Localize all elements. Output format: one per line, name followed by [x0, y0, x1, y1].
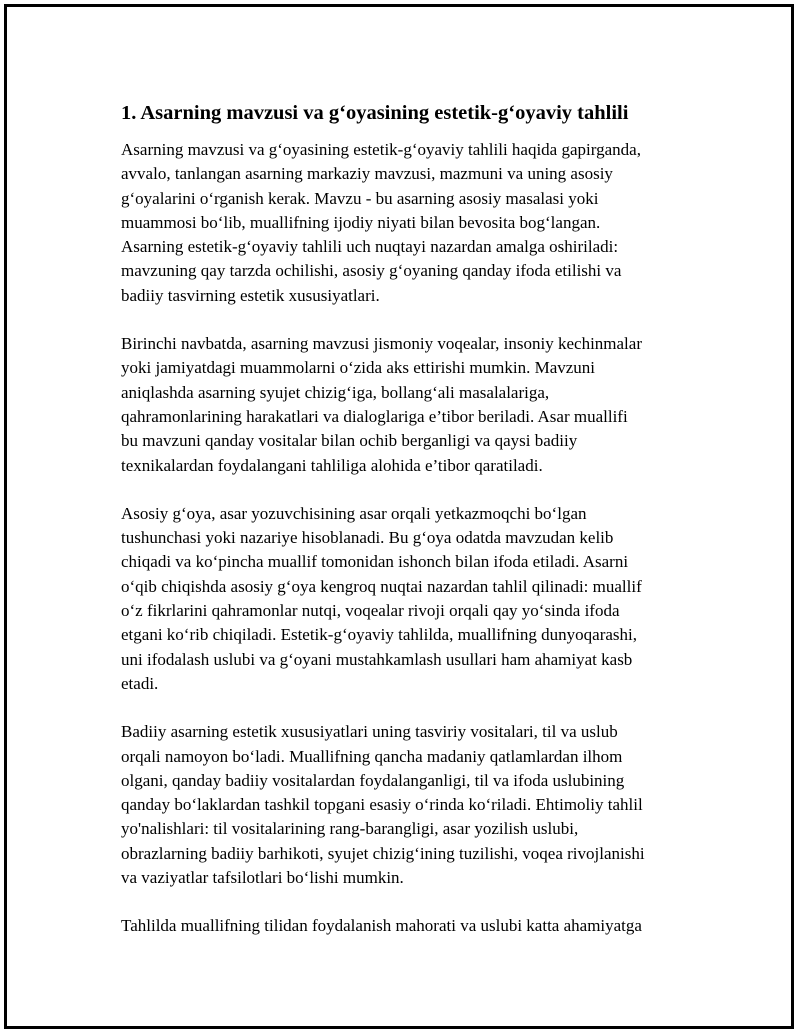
- text-line: Asarning mavzusi va g‘oyasining estetik-g‘oyaviy tahlili haqida gapirganda,: [121, 140, 641, 159]
- text-line: bu mavzuni qanday vositalar bilan ochib berganligi va qaysi badiiy: [121, 431, 578, 451]
- text-line: aniqlashda asarning syujet chizig‘iga, bollang‘ali masalalariga,: [121, 382, 550, 402]
- text-line: etadi.: [121, 673, 159, 693]
- text-line: o‘qib chiqishda asosiy g‘oya kengroq nuqtai nazardan tahlil qilinadi: muallif: [121, 576, 642, 596]
- text-line: yoki jamiyatdagi muammolarni o‘zida aks ettirishi mumkin. Mavzuni: [121, 358, 596, 378]
- text-line: olgani, qanday badiiy vositalardan foydalanganligi, til va ifoda uslubining: [121, 770, 625, 790]
- text-line: tushunchasi yoki nazariye hisoblanadi. Bu g‘oya odatda mavzudan kelib: [121, 528, 614, 548]
- section-heading: 1. Asarning mavzusi va g‘oyasining estetik-g‘oyaviy tahlili: [121, 102, 629, 124]
- text-line: g‘oyalarini o‘rganish kerak. Mavzu - bu asarning asosiy masalasi yoki: [121, 188, 599, 208]
- text-line: va vaziyatlar tafsilotlari bo‘lishi mumkin.: [121, 868, 404, 888]
- text-line: obrazlarning badiiy barhikoti, syujet chizig‘ining tuzilishi, voqea rivojlanishi: [121, 843, 645, 863]
- text-line: uni ifodalash uslubi va g‘oyani mustahkamlash usullari ham ahamiyat kasb: [121, 649, 633, 669]
- text-line: Birinchi navbatda, asarning mavzusi jismoniy voqealar, insoniy kechinmalar: [121, 334, 642, 354]
- paragraph-3: [121, 502, 693, 696]
- text-line: Tahlilda muallifning tilidan foydalanish mahorati va uslubi katta ahamiyatga: [121, 916, 642, 936]
- text-line: o‘z fikrlarini qahramonlar nutqi, voqealar rivoji orqali qay yo‘sinda ifoda: [121, 601, 620, 621]
- text-line: Asarning estetik-g‘oyaviy tahlili uch nuqtayi nazardan amalga oshiriladi:: [121, 237, 619, 257]
- text-line: texnikalardan foydalangani tahliliga alohida e’tibor qaratiladi.: [121, 455, 543, 475]
- text-line: muammosi bo‘lib, muallifning ijodiy niyati bilan bevosita bog‘langan.: [121, 212, 601, 232]
- text-line: chiqadi va ko‘pincha muallif tomonidan ishonch bilan ifoda etiladi. Asarni: [121, 552, 629, 572]
- text-line: mavzuning qay tarzda ochilishi, asosiy g‘oyaning qanday ifoda etilishi va: [121, 261, 622, 281]
- paragraph-5: [121, 914, 693, 938]
- text-line: etgani ko‘rib chiqiladi. Estetik-g‘oyaviy tahlilda, muallifning dunyoqarashi,: [121, 625, 638, 645]
- text-line: badiiy tasvirning estetik xususiyatlari.: [121, 285, 380, 305]
- document-body: [121, 99, 693, 963]
- text-line: orqali namoyon bo‘ladi. Muallifning qancha madaniy qatlamlardan ilhom: [121, 746, 623, 766]
- text-line: Badiiy asarning estetik xususiyatlari uning tasviriy vositalari, til va uslub: [121, 722, 618, 742]
- text-line: qanday bo‘laklardan tashkil topgani esasiy o‘rinda ko‘riladi. Ehtimoliy tahlil: [121, 795, 643, 815]
- text-line: qahramonlarining harakatlari va dialoglariga e’tibor beriladi. Asar muallifi: [121, 406, 628, 426]
- page-frame: [4, 4, 794, 1029]
- text-line: Asosiy g‘oya, asar yozuvchisining asar orqali yetkazmoqchi bo‘lgan: [121, 503, 587, 523]
- text-line: yo'nalishlari: til vositalarining rang-barangligi, asar yozilish uslubi,: [121, 819, 579, 839]
- paragraph-1: [121, 138, 693, 308]
- paragraph-4: [121, 720, 693, 890]
- text-line: avvalo, tanlangan asarning markaziy mavzusi, mazmuni va uning asosiy: [121, 164, 613, 184]
- paragraph-2: [121, 332, 693, 478]
